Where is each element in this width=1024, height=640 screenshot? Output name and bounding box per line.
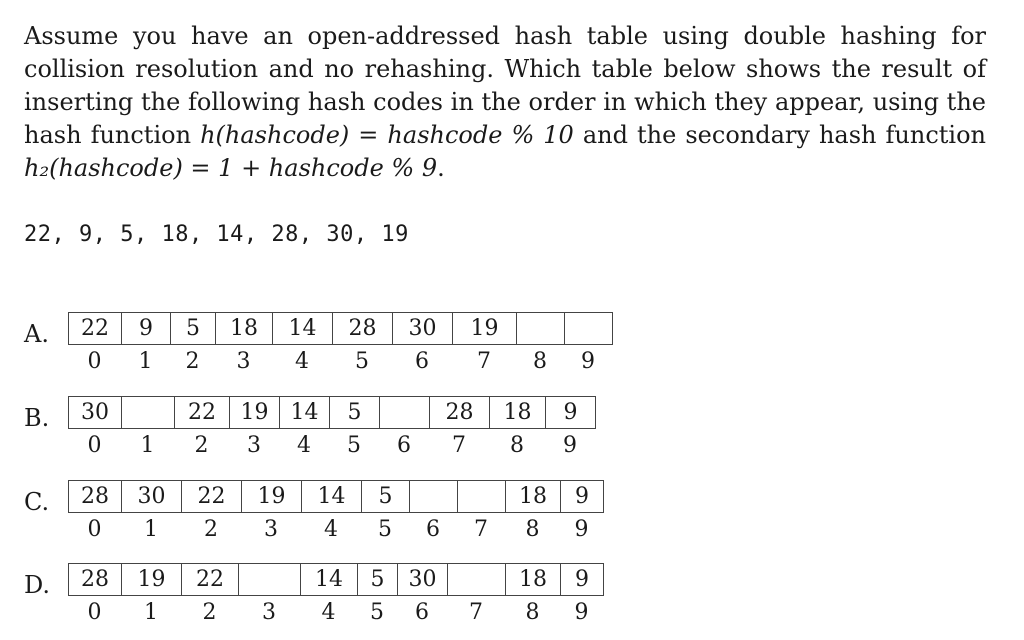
table-index: 2 — [194, 433, 209, 458]
table-cell: 28 — [69, 564, 122, 595]
table-index: 1 — [144, 517, 158, 542]
table-cell — [410, 481, 458, 512]
table-index: 4 — [297, 433, 311, 458]
table-cell: 18 — [490, 397, 546, 428]
table-index: 3 — [247, 433, 261, 458]
table-index: 1 — [140, 433, 155, 458]
table-index: 1 — [138, 349, 153, 374]
table-cell: 30 — [69, 397, 122, 428]
table-index: 7 — [452, 433, 466, 458]
table-cell: 9 — [561, 564, 604, 595]
table-index: 4 — [295, 349, 309, 374]
table-index: 0 — [87, 517, 102, 542]
table-cell: 22 — [69, 313, 122, 344]
table-cell: 22 — [175, 397, 230, 428]
table-cell: 30 — [122, 481, 182, 512]
table-cell: 19 — [242, 481, 302, 512]
table-index: 4 — [321, 600, 336, 625]
table-index: 0 — [87, 600, 102, 625]
table-index: 9 — [574, 517, 589, 542]
primary-hash-function: h(hashcode) = hashcode % 10 — [200, 121, 574, 149]
table-index: 7 — [477, 349, 491, 374]
table-cell: 5 — [362, 481, 410, 512]
table-cell: 19 — [230, 397, 280, 428]
option-letter: A. — [24, 320, 49, 348]
hash-table-indices — [68, 348, 612, 376]
table-cell: 5 — [330, 397, 380, 428]
table-index: 8 — [525, 600, 540, 625]
table-cell: 28 — [430, 397, 490, 428]
table-index: 5 — [370, 600, 384, 625]
table-index: 3 — [262, 600, 276, 625]
question-line-1: Assume you have an open-addressed hash table using double hashing for — [24, 22, 986, 50]
table-index: 9 — [574, 600, 589, 625]
table-cell: 30 — [393, 313, 453, 344]
table-index: 3 — [264, 517, 278, 542]
table-cell: 22 — [182, 481, 242, 512]
hash-table-cells — [68, 480, 604, 513]
table-cell: 14 — [273, 313, 333, 344]
hash-table-cells — [68, 312, 613, 345]
table-index: 5 — [347, 433, 361, 458]
table-cell: 14 — [301, 564, 358, 595]
table-index: 0 — [87, 433, 102, 458]
table-cell: 19 — [122, 564, 182, 595]
table-cell: 28 — [333, 313, 393, 344]
table-index: 6 — [426, 517, 440, 542]
hash-table-indices — [68, 516, 603, 544]
table-cell — [122, 397, 175, 428]
table-index: 5 — [378, 517, 392, 542]
table-index: 9 — [563, 433, 577, 458]
table-index: 2 — [204, 517, 218, 542]
table-cell: 14 — [302, 481, 362, 512]
table-index: 5 — [355, 349, 369, 374]
table-index: 6 — [415, 600, 429, 625]
table-index: 0 — [87, 349, 102, 374]
table-index: 1 — [144, 600, 158, 625]
table-index: 9 — [581, 349, 595, 374]
hash-table-indices — [68, 599, 603, 627]
table-cell — [565, 313, 613, 344]
table-cell: 18 — [506, 481, 561, 512]
table-cell: 18 — [506, 564, 561, 595]
table-index: 8 — [533, 349, 547, 374]
table-index: 7 — [474, 517, 488, 542]
table-index: 4 — [324, 517, 338, 542]
table-index: 8 — [510, 433, 524, 458]
table-cell — [239, 564, 301, 595]
hash-code-sequence: 22, 9, 5, 18, 14, 28, 30, 19 — [24, 222, 409, 247]
table-index: 3 — [236, 349, 251, 374]
hash-table-indices — [68, 432, 595, 460]
option-letter: B. — [24, 404, 50, 432]
table-cell: 9 — [546, 397, 596, 428]
table-cell: 28 — [69, 481, 122, 512]
question-text — [24, 20, 986, 185]
table-index: 6 — [397, 433, 411, 458]
option-letter: D. — [24, 571, 51, 599]
hash-table-cells — [68, 396, 596, 429]
table-cell: 9 — [561, 481, 604, 512]
question-line-4-post: and the secondary hash function — [573, 121, 987, 149]
question-line-5-post: . — [437, 154, 445, 182]
table-index: 2 — [202, 600, 217, 625]
table-cell: 18 — [216, 313, 273, 344]
question-line-4-pre: hash function — [24, 121, 201, 149]
option-letter: C. — [24, 488, 50, 516]
table-index: 6 — [415, 349, 429, 374]
table-cell: 5 — [358, 564, 398, 595]
table-index: 7 — [469, 600, 483, 625]
table-cell: 5 — [171, 313, 216, 344]
question-line-2: collision resolution and no rehashing. Which table below shows the result of — [24, 55, 986, 83]
table-cell — [448, 564, 506, 595]
table-cell: 19 — [453, 313, 517, 344]
table-cell: 22 — [182, 564, 239, 595]
table-cell: 9 — [122, 313, 171, 344]
table-cell — [458, 481, 506, 512]
table-cell: 14 — [280, 397, 330, 428]
table-index: 8 — [525, 517, 540, 542]
table-cell — [380, 397, 430, 428]
table-index: 2 — [185, 349, 200, 374]
question-line-3: inserting the following hash codes in the order in which they appear, using the — [24, 88, 986, 116]
table-cell: 30 — [398, 564, 448, 595]
table-cell — [517, 313, 565, 344]
hash-table-cells — [68, 563, 604, 596]
secondary-hash-function: h₂(hashcode) = 1 + hashcode % 9 — [24, 154, 438, 182]
